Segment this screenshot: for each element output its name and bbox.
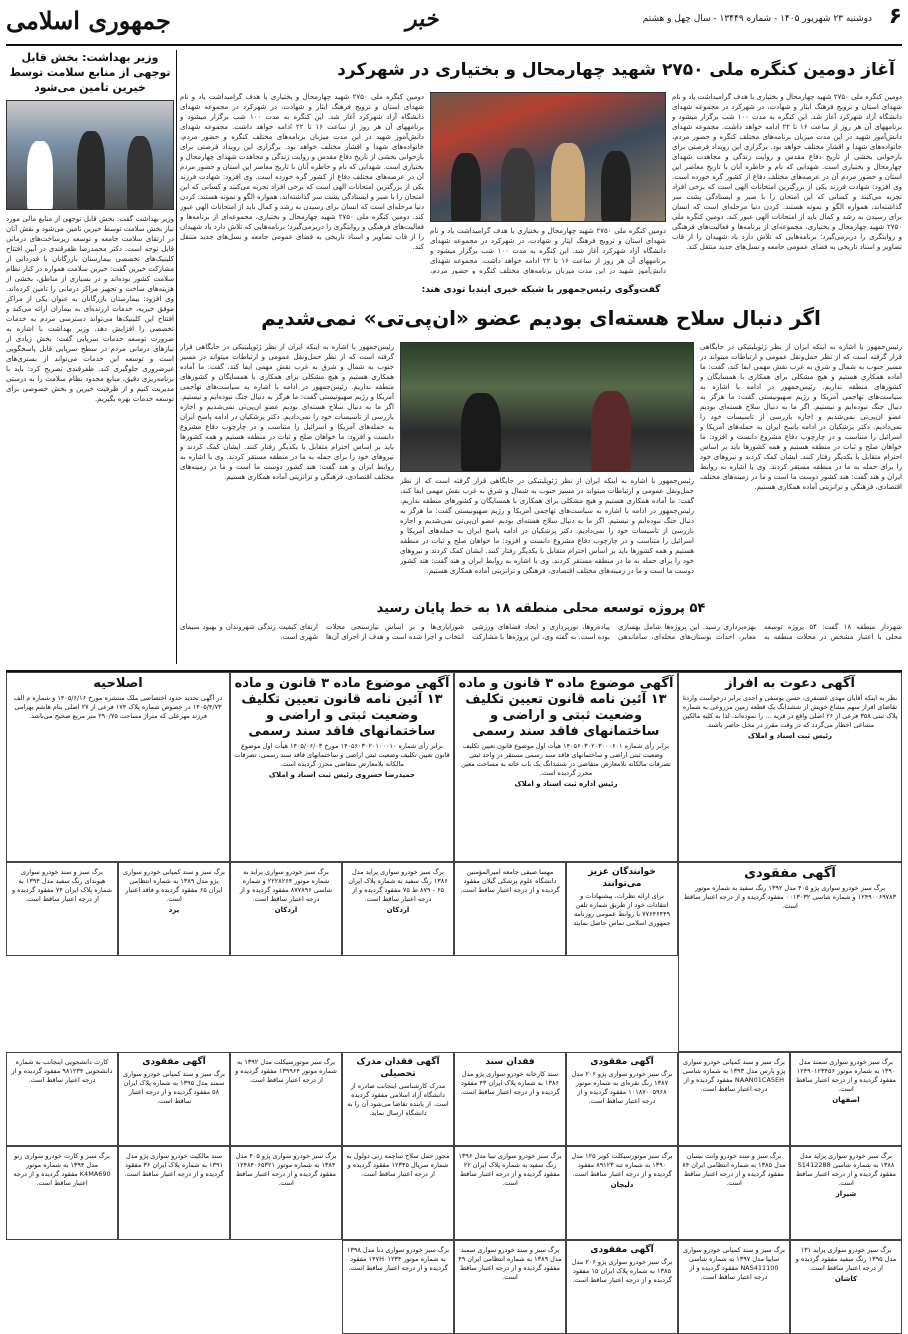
ad-text: برگ سبز خودرو سواری پژو ۴۰۵ مدل ۱۳۸۴ به شماره موتور ۱۲۴۸۴۰۶۵۳۲۱ مفقود گردیده و از درجه اعتبار ساقط است. xyxy=(235,1152,337,1187)
article4-body: شهردار منطقه ۱۸ گفت: ۵۴ پروژه توسعه محلی با اعتبار مشخص در محلات منطقه به بهره‌برداری رسید. این پروژه‌ها شامل بهسازی معابر، احداث بوستان‌های محله‌ای، ساماندهی پیاده‌روها، نورپردازی و ایجاد فضاهای ورزشی بوده است. به گفته وی، این پروژه‌ها با مشارکت شورایاری‌ها و بر اساس نیازسنجی محلات انتخاب و اجرا شده است و هدف از اجرای آن‌ها ارتقای کیفیت زندگی شهروندان و بهبود سیمای شهری است. xyxy=(180,623,902,641)
ad-text: نظر به اینکه آقایان مهدی غضنفری، حسن یوسفی و احدی برابر درخواست واردهٔ تقاضای افراز سهم مشاع خویش از ششدانگ یک قطعه زمین مزروعی به شماره پلاک ثبتی ۳۵۸ فرعی از ۲۶ اصلی واقع در قریه ... را نموده‌اند، لذا به کلیه مالکین مشاعی اخطار می‌گردد که در وقت مقرر در محل حاضر باشند. xyxy=(682,694,898,729)
ad-text: برگ سبز خودرو سواری پراید مدل ۱۳۸۶ رنگ سفید به شماره پلاک ایران ۶۵ - ۸۷۹ ط ۷۵ مفقود گردیده و از درجه اعتبار ساقط است. xyxy=(348,868,448,903)
ad-text: برگ سبز و کارت خودرو سواری رنو مدل ۱۳۹۴ به شماره موتور K4MA690 مفقود گردیده و از درجه اعتبار ساقط است. xyxy=(13,1152,111,1187)
classified-ad xyxy=(230,672,454,862)
classified-ad xyxy=(566,1240,678,1334)
ad-signature: دلیجان xyxy=(610,1181,634,1189)
photo-figure xyxy=(77,131,105,210)
classified-ad xyxy=(566,1052,678,1146)
classified-ad xyxy=(454,1240,566,1334)
classified-ad xyxy=(566,862,678,956)
classified-ad xyxy=(454,1146,566,1240)
ad-text: برگ سبز خودرو سواری پراید ۱۳۱ مدل ۱۳۹۵ رنگ سفید مفقود گردیده و از درجه اعتبار ساقط است. xyxy=(795,1246,897,1272)
classified-ad xyxy=(454,672,678,862)
ad-text: در آگهی تحدید حدود اختصاصی ملک منتشره مورخ ۱۴۰۵/۶/۱۶ و شماره م الف ۱۴۰۵/۴/۷۳ در خصوص شماره پلاک ۱۷۴ فرعی از ۲۷ اصلی بنام هاشم بهرامی فرزند مهرعلی که متراژ مساحت ۲۹۰/۷۵ متر مربع صحیح می‌باشد. xyxy=(13,694,223,720)
ad-title: خوانندگان عزیز می‌توانند xyxy=(588,867,656,889)
ad-text: برابر رأی شماره ۱۴۰۵۶۰۳۰۲۰۱۰۰۰۱۰ مورخ ۱۴۰۵/۰۶/۰۳ هیأت اول موضوع قانون تعیین تکلیف وضعیت ثبتی اراضی و ساختمانهای فاقد سند رسمی، تصرفات مالکانه بلامعارض متقاضی محرز گردیده است. xyxy=(234,742,450,768)
ad-text: مجوز حمل سلاح ساچمه زنی دولول به شماره سریال ۱۲۳۴۵ مفقود گردیده و از درجه اعتبار ساقط است. xyxy=(346,1152,450,1178)
classified-ad xyxy=(6,1052,118,1146)
ad-text: برابر رأی شماره ۱۴۰۵۶۰۳۰۲۰۳۰۰۰۶۰۱ هیأت اول موضوع قانون تعیین تکلیف وضعیت ثبتی اراضی و ساختمانهای فاقد سند رسمی مستقر در واحد ثبتی تصرفات مالکانه بلامعارض متقاضی در ششدانگ یک باب خانه به مساحت معین محرز گردیده است. xyxy=(461,742,671,777)
ad-title: آگهی مفقودی xyxy=(744,866,836,881)
ad-text: برگ سبز خودرو سواری پژو ۲۰۶ مدل ۱۳۸۷ رنگ نقره‌ای به شماره موتور ۱۰۱۸۷۰۰۵۹۶۸ مفقود گردیده و از درجه اعتبار ساقط است. xyxy=(571,1070,673,1105)
ad-text: برگ سبز و سند کمپانی خودرو سواری سایپا مدل ۱۳۹۷ به شماره شاسی NAS411100 مفقود گردیده و از درجه اعتبار ساقط است. xyxy=(683,1246,785,1281)
ad-title: اصلاحیه xyxy=(93,676,143,691)
article1-body: دومین کنگره ملی ۲۷۵۰ شهید چهارمحال و بختیاری با هدف گرامیداشت یاد و نام شهدای استان و ترویج فرهنگ ایثار و شهادت، در شهرکرد در مجموعه شهدای دانشگاه آزاد شهرکرد آغاز شد. این کنگره به مدت ۱۰۰ شب برگزار میشود و برنامههای آن هر روز از ساعت ۱۶ تا ۲۲ ادامه خواهد داشت. مجموعه شهدای دانش‌آموز شهید در این مدت میزبان برنامه‌های مختلف کنگره و حضور مردم، خانواده‌های شهدا و اقشار مختلف خواهد بود. برگزاری این رویداد فرصتی برای بازخوانی بخشی از تاریخ دفاع مقدس و روایت زندگی و مجاهدت شهدای چهارمحال و بختیاری است. شهدایی که نام و خاطره آنان با تاریخ معاصر این استان و حضور مردم آن در عرصه‌های مختلف دفاع از کشور گره خورده است. وی افزود: شهادت فرزند یکی از بزرگترین امتحانات الهی است که برخی افراد تجربه می‌کنند و کسانی که این امتحان را با صبر و ایستادگی پشت سر گذاشته‌اند، همواره الگو و نمونه هستند. کردن دنیا مرحله‌ای است که انسان برای رسیدن به رشد و کمال باید از امتحانات الهی عبور کند. دومین کنگره ملی ۲۷۵۰ شهید چهارمحال و بختیاری، مجموعه‌ای از برنامه‌ها و فعالیت‌های فرهنگی و روایتگری را دربرمی‌گیرد؛ برنامه‌هایی که تلاش دارد یاد شهیدان را از قاب تصاویر و اسناد تاریخی به فضای عمومی جامعه و نسل‌های جدید منتقل کند. xyxy=(672,93,902,251)
article2-body-col2: رئیس‌جمهور با اشاره به اینکه ایران از نظر ژئوپلیتیکی در جایگاهی قرار گرفته است که از نظر حمل‌ونقل عمومی و ارتباطات میتواند در مسیر جنوب به شمال و شرق به غرب نقش مهمی ایفا کند، گفت: ما آماده همکاری هستیم و هیچ مشکلی برای همکاری با همسایگان و کشورهای منطقه نداریم. رئیس‌جمهور در ادامه با اشاره به سیاست‌های تهاجمی آمریکا و رژیم صهیونیستی گفت: ما هرگز به دنبال جنگ نبوده‌ایم و نیستیم. اگر ما به دنبال سلاح هسته‌ای بودیم عضو ان‌پی‌تی نمی‌شدیم و اجازه بازرسی از تاسیسات خود را نمی‌دادیم. دکتر پزشکیان در ادامه پاسخ ایران به حمله‌های آمریکا و اسرائیل را متناسب و در چارچوب دفاع مشروع دانست و افزود: ما خواهان صلح و ثبات در منطقه هستیم و همه کشورها باید بر اساس احترام متقابل با یکدیگر رفتار کنند. ایشان کمک کردند و نیروهای خود را برای حمله به ما در منطقه مستقر کردند. وی با اشاره به روابط ایران و هند گفت: هند کشور دوست ما است و ما در زمینه‌های مختلف اقتصادی، فرهنگی و ترانزیتی آماده همکاری هستیم. xyxy=(180,343,394,481)
column-divider xyxy=(176,50,177,664)
classified-ad xyxy=(454,1052,566,1146)
classified-ad xyxy=(342,1052,454,1146)
newspaper-logo: جمهوری اسلامی xyxy=(6,6,171,35)
photo-figure xyxy=(451,153,481,222)
ad-text: برای ارائه نظرات، پیشنهادات و انتقادات خود از طریق شماره تلفن ۷۷۶۴۶۴۴۹ با روابط عمومی روزنامه جمهوری اسلامی تماس حاصل نمایند xyxy=(573,892,671,927)
ad-title: فقدان سند xyxy=(485,1057,535,1067)
article2-kicker: گفت‌وگوی رئیس‌جمهور با شبکه خبری ایندیا تودی هند: xyxy=(421,285,661,295)
classified-ads-section xyxy=(6,670,902,1330)
photo-figure xyxy=(551,143,585,222)
classified-ad xyxy=(118,862,230,956)
classified-ad xyxy=(678,1146,790,1240)
classified-ad xyxy=(678,862,902,1052)
page-header xyxy=(6,4,902,46)
classified-ad xyxy=(118,1146,230,1240)
ad-signature: کاشان xyxy=(834,1275,858,1283)
article3-body: وزیر بهداشت گفت: بخش قابل توجهی از منابع مالی مورد نیاز بخش سلامت توسط خیرین تامین می‌شود و نقش آنان در ارتقای سلامت جامعه و توسعه زیرساخت‌های درمانی قابل توجه است. دکتر محمدرضا ظفرقندی در آیین افتتاح کلینیک‌های تخصصی بیمارستان بازرگانان با قدردانی از مشارکت خیرین گفت: خیرین سلامت همواره در کنار نظام سلامت کشور بوده‌اند و در بسیاری از مناطق، بخشی از هزینه‌های ساخت و تجهیز مراکز درمانی را تامین کرده‌اند. وی افزود: بیمارستان بازرگانان به عنوان یکی از مراکز موفق خیریه، خدمات ارزنده‌ای به بیماران ارائه می‌کند و افتتاح این کلینیک‌ها می‌تواند دسترسی مردم به خدمات تخصصی را افزایش دهد. وزیر بهداشت با اشاره به ضرورت توسعه خدمات سرپایی گفت: بخش زیادی از نیازهای درمانی مردم در سطح سرپایی قابل پاسخگویی است و توسعه این خدمات می‌تواند از بستری‌های غیرضروری جلوگیری کند. ظفرقندی تصریح کرد: باید با برنامه‌ریزی دقیق، منابع محدود نظام سلامت را به درستی مدیریت کنیم و از ظرفیت خیرین و بخش خصوصی برای توسعه خدمات بهره بگیریم. xyxy=(6,215,174,403)
ad-signature: اردکان xyxy=(274,906,298,914)
ad-title: آگهی فقدان مدرک تحصیلی xyxy=(356,1057,440,1079)
classified-ad xyxy=(342,1240,454,1334)
article1-headline: آغاز دومین کنگره ملی ۲۷۵۰ شهید چهارمحال و بختیاری در شهرکرد xyxy=(337,60,895,80)
classified-ad xyxy=(230,1146,342,1240)
ad-text: برگ سبز خودرو سواری پراید مدل ۱۳۸۸ به شماره شاسی S1412288 مفقود گردیده و از درجه اعتبار ساقط است. xyxy=(796,1152,896,1187)
ad-text: برگ سبز و سند کمپانی خودرو سواری پژو پارس مدل ۱۳۹۳ به شماره شاسی NAAN01CA5EH مفقود گردیده و از درجه اعتبار ساقط است. xyxy=(682,1058,786,1093)
classified-ad xyxy=(6,672,230,862)
classified-ad xyxy=(790,1146,902,1240)
ad-signature: اصفهان xyxy=(832,1096,860,1104)
photo-figure xyxy=(591,391,631,472)
article2-body-cont: رئیس‌جمهور با اشاره به اینکه ایران از نظر ژئوپلیتیکی در جایگاهی قرار گرفته است که از نظر حمل‌ونقل عمومی و ارتباطات میتواند در مسیر جنوب به شمال و شرق به غرب نقش مهمی ایفا کند، گفت: ما آماده همکاری هستیم و هیچ مشکلی برای همکاری با همسایگان و کشورهای منطقه نداریم. رئیس‌جمهور در ادامه با اشاره به سیاست‌های تهاجمی آمریکا و رژیم صهیونیستی گفت: ما هرگز به دنبال جنگ نبوده‌ایم و نیستیم. اگر ما به دنبال سلاح هسته‌ای بودیم عضو ان‌پی‌تی نمی‌شدیم و اجازه بازرسی از تاسیسات خود را نمی‌دادیم. دکتر پزشکیان در ادامه پاسخ ایران به حمله‌های آمریکا و اسرائیل را متناسب و در چارچوب دفاع مشروع دانست و افزود: ما خواهان صلح و ثبات در منطقه هستیم و همه کشورها باید بر اساس احترام متقابل با یکدیگر رفتار کنند. ایشان کمک کردند و نیروهای خود را برای حمله به ما در منطقه مستقر کردند. وی با اشاره به روابط ایران و هند گفت: هند کشور دوست ما است و ما در زمینه‌های مختلف اقتصادی، فرهنگی و ترانزیتی آماده همکاری هستیم. xyxy=(400,477,694,575)
ad-text: برگ سبز و سند کمپانی خودرو سواری سمند مدل ۱۳۹۵ به شماره پلاک ایران ۵۸ مفقود گردیده و از درجه اعتبار ساقط است. xyxy=(123,1070,225,1105)
date-line: دوشنبه ۲۳ شهریور ۱۴۰۵ - شماره ۱۳۴۴۹ - سال چهل و هشتم xyxy=(642,14,872,24)
ad-text: برگ سبز و سند خودرو سواری هیوندای رنگ سفید مدل ۱۳۹۴ به شماره پلاک ایران ۷۴ مفقود گردیده و از درجه اعتبار ساقط است. xyxy=(11,868,113,903)
article3-photo xyxy=(6,100,174,210)
classified-ad xyxy=(6,862,118,956)
ad-title: آگهی مفقودی xyxy=(590,1057,654,1067)
ad-title: آگهی موضوع ماده ۳ قانون و ماده ۱۳ آئین نامه قانون تعیین تکلیف وضعیت ثبتی و اراضی و ساختمانهای فاقد سند رسمی xyxy=(234,676,450,739)
ad-text: برگ سبز موتورسیکلت مدل ۱۳۹۲ به شماره موتور ۱۳۹۹۶۴ مفقود گردیده و از درجه اعتبار ساقط است. xyxy=(235,1058,337,1084)
classified-ad xyxy=(678,1052,790,1146)
ad-text: سند کارخانه خودرو سواری پژو مدل ۱۳۸۶ به شماره پلاک ایران ۴۳ مفقود گردیده و از درجه اعتبار ساقط است. xyxy=(460,1070,560,1096)
classified-ad xyxy=(454,862,566,956)
classified-ad xyxy=(566,1146,678,1240)
ad-signature: رئیس ثبت اسناد و املاک xyxy=(748,732,832,740)
ad-signature: شیراز xyxy=(835,1190,857,1198)
photo-figure xyxy=(501,148,535,222)
classified-ad xyxy=(230,862,342,956)
article1-photo xyxy=(430,92,666,222)
ad-text: برگ سبز خودرو سواری دنا مدل ۱۳۹۸ به شماره موتور ۱۴۷H۰۱۲۳۴ مفقود گردیده و از درجه اعتبار ساقط است. xyxy=(346,1246,450,1272)
classified-ad xyxy=(342,1146,454,1240)
ad-title: آگهی دعوت به افراز xyxy=(725,676,855,691)
article4-headline: ۵۴ پروژه توسعه محلی منطقه ۱۸ به خط پایان رسید xyxy=(376,601,706,616)
photo-figure xyxy=(601,151,631,222)
ad-text: برگ سبز خودرو سواری پژو ۴۰۵ مدل ۱۳۹۲ رنگ سفید به شماره موتور ۱۲۴۹۰۰۶۹۷۸۳ و شماره شاسی ۰۰۱۳۰۳۲ مفقود گردیده و از درجه اعتبار ساقط است. xyxy=(683,884,897,910)
ad-text: برگ سبز خودرو سواری سمند مدل ۱۳۹۰ به شماره موتور ۱۲۴۹۰۱۲۳۴۵۶ مفقود گردیده و از درجه اعتبار ساقط است. xyxy=(796,1058,896,1093)
photo-figure xyxy=(127,136,153,210)
photo-figure xyxy=(461,393,501,472)
article2-photo xyxy=(400,342,694,472)
classified-ad xyxy=(6,1146,118,1240)
classified-ad xyxy=(118,1052,230,1146)
ad-text: برگ سبز خودرو سواری پژو ۲۰۶ مدل ۱۳۸۵ به شماره پلاک ایران ۱۵ مفقود گردیده و از درجه اعتبار ساقط است. xyxy=(571,1258,673,1284)
ad-text: برگ سبز و سند خودرو سواری سمند مدل ۱۳۸۹ به شماره انتظامی ایران ۴۹ مفقود گردیده و از درجه اعتبار ساقط است. xyxy=(458,1246,562,1281)
photo-figure xyxy=(27,141,53,210)
ad-title: آگهی مفقودی xyxy=(590,1245,654,1255)
article2-body: رئیس‌جمهور با اشاره به اینکه ایران از نظر ژئوپلیتیکی در جایگاهی قرار گرفته است که از نظر حمل‌ونقل عمومی و ارتباطات میتواند در مسیر جنوب به شمال و شرق به غرب نقش مهمی ایفا کند، گفت: ما آماده همکاری هستیم و هیچ مشکلی برای همکاری با همسایگان و کشورهای منطقه نداریم. رئیس‌جمهور در ادامه با اشاره به سیاست‌های تهاجمی آمریکا و رژیم صهیونیستی گفت: ما هرگز به دنبال جنگ نبوده‌ایم و نیستیم. اگر ما به دنبال سلاح هسته‌ای بودیم عضو ان‌پی‌تی نمی‌شدیم و اجازه بازرسی از تاسیسات خود را نمی‌دادیم. دکتر پزشکیان در ادامه پاسخ ایران به حمله‌های آمریکا و اسرائیل را متناسب و در چارچوب دفاع مشروع دانست و افزود: ما خواهان صلح و ثبات در منطقه هستیم و همه کشورها باید بر اساس احترام متقابل با یکدیگر رفتار کنند. ایشان کمک کردند و نیروهای خود را برای حمله به ما در منطقه مستقر کردند. وی با اشاره به روابط ایران و هند گفت: هند کشور دوست ما است و ما در زمینه‌های مختلف اقتصادی، فرهنگی و ترانزیتی آماده همکاری هستیم. xyxy=(700,343,902,491)
ad-text: مدرک کارشناسی اینجانب صادره از دانشگاه آزاد اسلامی مفقود گردیده است. از یابنده تقاضا می‌شود آن را به دانشگاه ارسال نماید. xyxy=(347,1082,449,1117)
ad-title: آگهی موضوع ماده ۳ قانون و ماده ۱۳ آئین نامه قانون تعیین تکلیف وضعیت ثبتی و اراضی و ساختمانهای فاقد سند رسمی xyxy=(458,676,674,739)
ad-text: برگ سبز خودرو سواری تیبا مدل ۱۳۹۶ رنگ سفید به شماره پلاک ایران ۲۲ مفقود گردیده و از درجه اعتبار ساقط است. xyxy=(458,1152,562,1187)
classified-ad xyxy=(790,1240,902,1334)
classified-ad xyxy=(790,1052,902,1146)
article1-body-cont: دومین کنگره ملی ۲۷۵۰ شهید چهارمحال و بختیاری با هدف گرامیداشت یاد و نام شهدای استان و ترویج فرهنگ ایثار و شهادت، در شهرکرد در مجموعه شهدای دانشگاه آزاد شهرکرد آغاز شد. این کنگره به مدت ۱۰۰ شب برگزار میشود و برنامههای آن هر روز از ساعت ۱۶ تا ۲۲ ادامه خواهد داشت. مجموعه شهدای دانش‌آموز شهید در این مدت میزبان برنامه‌های مختلف کنگره و حضور مردم، xyxy=(430,227,666,274)
article3-headline: وزیر بهداشت: بخش قابل توجهی از منابع سلامت توسط خیرین تامین می‌شود xyxy=(9,51,171,94)
ad-text: کارت دانشجویی اینجانب به شماره دانشجویی ۹۸۱۲۳۴ مفقود گردیده و از درجه اعتبار ساقط است. xyxy=(11,1058,113,1084)
ad-text: مهسا صیفی جامعه امیرالمؤمنین دانشگاه علوم پزشکی گیلان مفقود گردیده و از درجه اعتبار ساقط است. xyxy=(460,868,560,894)
classified-ad xyxy=(342,862,454,956)
ad-signature: یزد xyxy=(168,906,180,914)
classified-ad xyxy=(678,672,902,862)
ad-text: برگ سبز موتورسیکلت کویر ۱۲۵ مدل ۱۳۹۰ به شماره تنه ۸۹۱۲۳ مفقود گردیده و از درجه اعتبار ساقط است. xyxy=(571,1152,673,1178)
ad-text: برگ سبز خودرو سواری پراید به شماره موتور ۲۲۲۸۲۶۴ و شماره شاسی ۸۷۷۸۹۶ مفقود گردیده و از درجه اعتبار ساقط است. xyxy=(239,868,333,903)
classified-ad xyxy=(678,1240,790,1334)
ad-signature: حمیدرضا خسروی رئیس ثبت اسناد و املاک xyxy=(268,771,416,779)
ad-signature: اردکان xyxy=(386,906,410,914)
ad-signature: رئیس اداره ثبت اسناد و املاک xyxy=(514,780,618,788)
ad-text: برگ سبز و سند خودرو وانت نیسان مدل ۱۳۸۵ به شماره انتظامی ایران ۸۴ مفقود گردیده و از درجه اعتبار ساقط است. xyxy=(682,1152,786,1187)
ad-title: آگهی مفقودی xyxy=(142,1057,206,1067)
page-number: ۶ xyxy=(888,4,902,29)
ad-text: سند مالکیت خودرو سواری پژو مدل ۱۳۹۱ به شماره پلاک ایران ۳۶ مفقود گردیده و از درجه اعتبار ساقط است. xyxy=(124,1152,224,1178)
classified-ad xyxy=(230,1052,342,1146)
ad-text: برگ سبز و سند کمپانی خودرو سواری پژو مدل ۱۳۸۹ به شماره انتظامی ایران ۶۵ مفقود گردیده و فاقد اعتبار است. xyxy=(123,868,225,903)
article2-headline: اگر دنبال سلاح هسته‌ای بودیم عضو «ان‌پی‌تی» نمی‌شدیم xyxy=(261,306,821,330)
section-title: خبر xyxy=(406,6,439,32)
article1-body-col3: دومین کنگره ملی ۲۷۵۰ شهید چهارمحال و بختیاری با هدف گرامیداشت یاد و نام شهدای استان و ترویج فرهنگ ایثار و شهادت، در شهرکرد در مجموعه شهدای دانشگاه آزاد شهرکرد آغاز شد. این کنگره به مدت ۱۰۰ شب برگزار میشود و برنامههای آن هر روز از ساعت ۱۶ تا ۲۲ ادامه خواهد داشت. مجموعه شهدای دانش‌آموز شهید در این مدت میزبان برنامه‌های مختلف کنگره و حضور مردم، خانواده‌های شهدا و اقشار مختلف خواهد بود. برگزاری این رویداد فرصتی برای بازخوانی بخشی از تاریخ دفاع مقدس و روایت زندگی و مجاهدت شهدای چهارمحال و بختیاری است. شهدایی که نام و خاطره آنان با تاریخ معاصر این استان و حضور مردم آن در عرصه‌های مختلف دفاع از کشور گره خورده است. وی افزود: شهادت فرزند یکی از بزرگترین امتحانات الهی است که برخی افراد تجربه می‌کنند و کسانی که این امتحان را با صبر و ایستادگی پشت سر گذاشته‌اند، همواره الگو و نمونه هستند. کردن دنیا مرحله‌ای است که انسان برای رسیدن به رشد و کمال باید از امتحانات الهی عبور کند. دومین کنگره ملی ۲۷۵۰ شهید چهارمحال و بختیاری، مجموعه‌ای از برنامه‌ها و فعالیت‌های فرهنگی و روایتگری را دربرمی‌گیرد؛ برنامه‌هایی که تلاش دارد یاد شهیدان را از قاب تصاویر و اسناد تاریخی به فضای عمومی جامعه و نسل‌های جدید منتقل کند. xyxy=(180,93,424,251)
